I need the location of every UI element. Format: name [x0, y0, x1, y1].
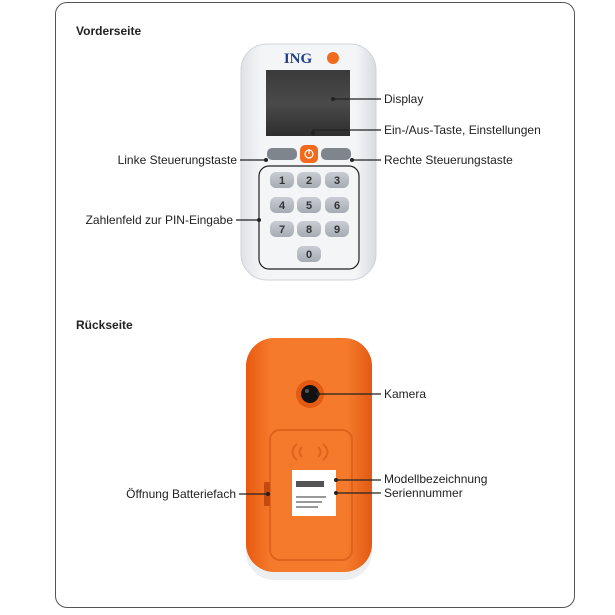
keypad-key-label: 1	[278, 175, 286, 187]
keypad-key-label: 9	[333, 224, 341, 236]
barcode	[296, 481, 324, 487]
label-right-control-key: Rechte Steuerungstaste	[384, 153, 513, 167]
front-section-title: Vorderseite	[76, 24, 142, 38]
label-left-control-key: Linke Steuerungstaste	[117, 153, 237, 167]
back-section-title: Rückseite	[76, 318, 133, 332]
label-model: Modellbezeichnung	[384, 472, 488, 486]
keypad-key-label: 7	[278, 224, 286, 236]
label-display: Display	[384, 92, 424, 106]
display-screen	[266, 70, 350, 136]
label-keypad: Zahlenfeld zur PIN-Eingabe	[85, 213, 233, 227]
label-serial: Seriennummer	[384, 486, 463, 500]
keypad-key-label: 8	[305, 224, 313, 236]
label-power-key: Ein-/Aus-Taste, Einstellungen	[384, 123, 541, 137]
label-camera: Kamera	[384, 387, 427, 401]
ing-logo-text: ING	[283, 51, 313, 67]
keypad-key-label: 4	[278, 200, 286, 212]
keypad-key-label: 0	[305, 249, 313, 261]
ing-lion-icon	[327, 52, 339, 64]
left-control-key	[267, 148, 297, 160]
right-control-key	[321, 148, 351, 160]
back-device-body	[246, 338, 372, 572]
keypad-key-label: 5	[305, 200, 313, 212]
model-serial-sticker	[292, 470, 336, 516]
keypad-key-label: 6	[333, 200, 341, 212]
label-battery-opening: Öffnung Batteriefach	[126, 487, 236, 501]
keypad-key-label: 3	[333, 175, 341, 187]
back-device	[246, 338, 372, 580]
front-device	[241, 44, 376, 280]
keypad-key-label: 2	[305, 175, 313, 187]
